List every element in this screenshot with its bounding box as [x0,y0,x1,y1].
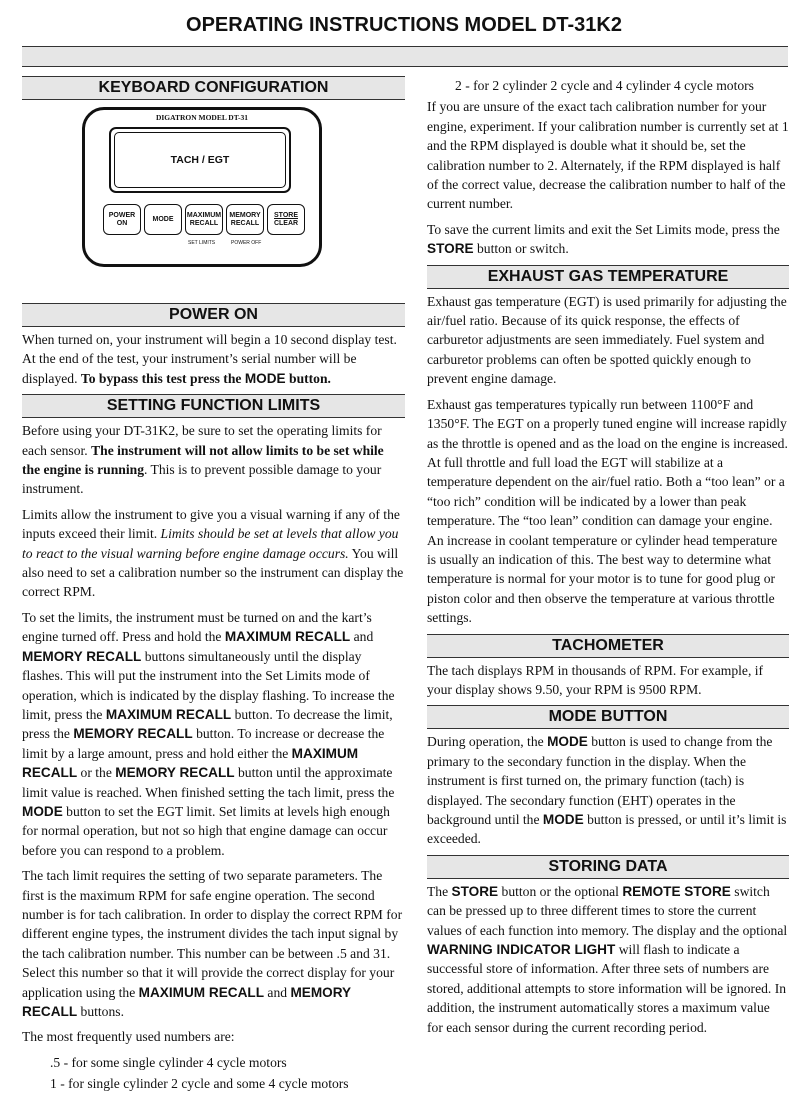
section-heading: POWER ON [22,303,405,327]
page-title: OPERATING INSTRUCTIONS MODEL DT-31K2 [186,14,622,36]
key-label: RECALL [230,219,260,227]
mode-key [144,204,182,235]
text-run: will flash to indicate a successful store of information. After three sets of numbers are stored, additional attempts to store information will be ignored. In addition, the instrument automatically stores a maximum value for each sensor during the current recording period. [427,942,787,1035]
text-run: button to set the EGT limit. Set limits at levels high enough for normal operation, but not so high that engine damage can occur before you can respond to a problem. [22,803,390,858]
key-label: MEMORY [229,211,261,219]
section-heading: MODE BUTTON [427,705,789,729]
text-run: Before using your DT-31K2, be sure to set the operating limits for each sensor. [22,423,382,458]
text-run: To bypass this test press the [80,370,245,386]
paragraph [427,395,789,628]
keyboard-diagram [22,103,405,303]
text-run: To set the limits, the instrument must be turned on and the kart’s engine turned off. Press and hold the [22,609,372,645]
text-run: The instrument will not allow limits to be set while the engine is running [22,442,384,478]
paragraph [427,97,789,213]
left-column [22,76,405,1096]
list-item: .5 - for some single cylinder 4 cycle motors [50,1054,287,1070]
set-limits-label: SET LIMITS [188,240,216,246]
text-run: buttons simultaneously until the display flashes. This will put the instrument into the Set Limits mode of operation, which is indicated by the display flashing. To increase the limit, press the [22,648,395,722]
text-run: button. [285,370,331,386]
right-column [427,76,789,1043]
text-run: Exhaust gas temperature (EGT) is used primarily for adjusting the air/fuel ratio. Because of its quick response, the effects of carburetor adjustments are seen immediately. Fuel system and carburetor problems can often be spotted quickly enough to prevent engine damage. [427,293,787,387]
text-run: The tach displays RPM in thousands of RPM. For example, if your display shows 9.50, your RPM is 9500 RPM. [427,662,764,697]
text-run: During operation, the [427,734,548,750]
key-label: MODE [152,215,174,223]
paragraph [22,505,405,602]
button-name: STORE [427,241,474,257]
text-run: The tach limit requires the setting of two separate parameters. The first is the maximum RPM for safe engine operation. The second number is for tach calibration. In order to display the correct RPM for different engine types, the instrument divides the tach input signal by the tach calibration number. This number can be between .5 and 31. Select this number so that it will provide the correct display for your application using the [22,868,403,1000]
section-heading: SETTING FUNCTION LIMITS [22,394,405,418]
section-heading: EXHAUST GAS TEMPERATURE [427,265,789,289]
device-label: DIGATRON MODEL DT-31 [155,113,249,122]
button-name: MAXIMUM RECALL [22,745,359,781]
button-name: MEMORY RECALL [22,984,351,1019]
paragraph [427,292,789,389]
text-run: or the [77,765,116,781]
button-name: MEMORY RECALL [115,765,235,781]
section-heading: TACHOMETER [427,634,789,658]
text-run: The [427,883,452,899]
button-name: MEMORY RECALL [73,726,193,742]
paragraph [22,608,405,860]
key-label: RECALL [189,219,219,227]
text-run: button or switch. [473,241,569,257]
text-run: Limits should be set at levels that allow you to react to the visual warning before engine damage occurs. [22,526,399,561]
button-name: MODE [22,803,63,819]
device-case [82,107,322,267]
text-run: switch can be pressed up to three different times to store the current values of each function into memory. The display and the optional [427,883,788,938]
key-label: STORE [274,211,298,219]
keypad [103,204,305,235]
button-name: MAXIMUM RECALL [105,706,232,722]
text-run: buttons. [77,1004,124,1019]
section-heading-keyboard: KEYBOARD CONFIGURATION [22,76,405,100]
text-run: and [350,629,374,645]
button-name: WARNING INDICATOR LIGHT [427,942,616,958]
paragraph [22,330,405,388]
button-name: MODE [244,370,286,386]
memory-recall-key [226,204,264,235]
text-run: button or the optional [498,883,623,899]
button-name: MEMORY RECALL [22,648,142,664]
paragraph [22,1027,405,1046]
list-item: 1 - for single cylinder 2 cycle and some 4 cycle motors [50,1076,349,1092]
list-item: 2 - for 2 cylinder 2 cycle and 4 cylinder 4 cycle motors [455,78,754,93]
paragraph [427,661,789,700]
text-run: The most frequently used numbers are: [22,1029,235,1045]
button-name: MAXIMUM RECALL [138,984,265,1000]
button-name: REMOTE STORE [622,883,731,899]
store-clear-key [267,204,305,235]
text-run: and [264,984,291,1000]
text-run: button. To decrease the limit, press the [22,706,393,742]
paragraph [22,866,405,1021]
text-run: Exhaust gas temperatures typically run between 1100°F and 1350°F. The EGT on a properly tuned engine will increase rapidly as the throttle is opened and as the load on the engine is increased. At full throttle and full load the EGT will stabilize at a temperature dependent on the air/fuel ratio. Both a “too lean” or a “too rich” condition will be indicated by a lower than peak temperature. The “too lean” condition can damage your engine. An increase in coolant temperature or cylinder head temperature is usually an indication of this. The best way to determine what temperature is normal for your motor is to tune for good plug or piston color and then observe the temperature at various throttle settings. [427,396,788,626]
power-on-key [103,204,141,235]
paragraph [427,220,789,259]
display-text: TACH / EGT [114,132,286,188]
text-run: . This is to prevent possible damage to your instrument. [22,462,382,497]
text-run: To save the current limits and exit the Set Limits mode, press the [427,221,780,237]
button-name: MODE [547,734,588,750]
device-display [109,127,291,193]
left-sections [22,303,405,1094]
button-name: MODE [542,812,584,827]
key-label: ON [116,219,128,227]
text-run: If you are unsure of the exact tach calibration number for your engine, experiment. If your calibration number is currently set at 1 and the RPM displayed is double what it should be, set the calibration number to 2. Alternately, if the RPM displayed is half of the correct value, decrease the calibration number to half of the current number. [427,99,789,212]
text-run: button until the approximate limit value is reached. When finished setting the tach limit, press the [22,765,395,800]
paragraph [22,421,405,499]
text-run: button is pressed, or until it’s limit is exceeded. [427,812,787,847]
maximum-recall-key [185,204,223,235]
text-run: You will also need to set a calibration number so the instrument can display the correct RPM. [22,545,404,600]
paragraph [427,732,789,848]
text-run: button is used to change from the primary to the secondary function in the display. When the instrument is first turned on, the primary function (tach) is displayed. The secondary function (EHT) operates in the background until the [427,734,773,827]
key-label: MAXIMUM [186,211,222,219]
key-label: CLEAR [273,219,299,227]
text-run: Limits allow the instrument to give you a visual warning if any of the inputs exceed their limit. [22,506,400,542]
power-off-label: POWER OFF [231,240,262,246]
header-band [22,46,788,67]
text-run: When turned on, your instrument will begin a 10 second display test. At the end of the test, your instrument’s serial number will be displayed. [22,332,397,386]
key-label: POWER [108,211,136,219]
button-name: STORE [451,883,499,899]
paragraph [427,882,789,1037]
button-name: MAXIMUM RECALL [224,629,351,645]
right-sections [427,76,789,1037]
text-run: button. To increase or decrease the limit by a large amount, press and hold either the [22,726,385,761]
section-heading: STORING DATA [427,855,789,879]
